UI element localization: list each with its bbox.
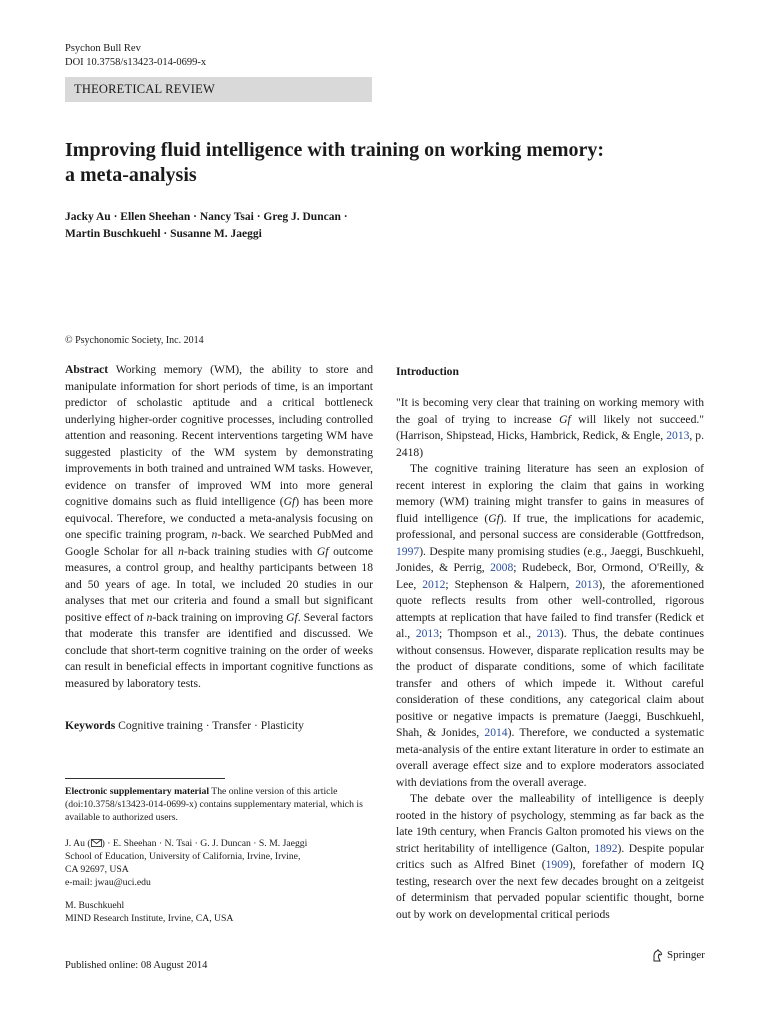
intro-gf: Gf xyxy=(488,511,500,525)
publisher-logo xyxy=(651,947,705,963)
springer-horse-icon xyxy=(651,949,664,962)
supplementary-note xyxy=(65,785,373,824)
abstract-text: . Several factors that moderate this transfer are identified and discussed. We conclude that short-term cognitive training on the order of weeks can result in beneficial effects in important cognitive functions as measured by laboratory tests. xyxy=(65,610,373,690)
abstract-text: -back training studies with xyxy=(183,544,317,558)
intro-text: ; Rudebeck, Bor, Ormond, O'Reilly, & Lee, xyxy=(396,561,704,591)
title-line-1: Improving fluid intelligence with training on working memory: xyxy=(65,139,605,161)
aff1-authors-pre: J. Au ( xyxy=(65,838,91,849)
intro-text: ), forefather of modern IQ testing, research over the next few decades brought on a zeitgeist of determinism that pervaded popular scientific thought, borne out by work on developmental critical periods xyxy=(396,858,705,921)
abstract-nback: n xyxy=(211,528,218,541)
intro-text: ). Despite popular critics such as Alfred Binet ( xyxy=(396,841,704,871)
citation-link[interactable]: 1909 xyxy=(545,858,569,871)
abstract xyxy=(65,362,373,692)
author-list xyxy=(65,209,705,243)
publisher-name: Springer xyxy=(667,949,705,961)
affiliation-2 xyxy=(65,899,373,925)
intro-text: , p. 2418) xyxy=(396,429,704,459)
intro-paragraph xyxy=(396,791,704,923)
aff1-address: CA 92697, USA xyxy=(65,864,129,875)
abstract-gf: Gf xyxy=(286,610,298,624)
intro-text: ). Thus, the debate continues without consensus. However, disparate replication results may be the product of disparate conditions, some of which facilitate transfer and others of which impede it. Without careful consideration of these conditions, any categorical claim about positive or negative impacts is premature (Jaeggi, Buschkuehl, Shah, & Jonides, xyxy=(396,627,704,739)
intro-text: ), the aforementioned quote reflects results from other well-controlled, rigorous attempts at replication that have failed to find transfer (Redick et al., xyxy=(396,577,704,640)
section-heading-introduction: Introduction xyxy=(396,365,459,378)
intro-text: The debate over the malleability of intelligence is deeply rooted in the history of psychology, stemming as far back as the late 19th century, when Francis Galton promoted his views on the strict heritability of intelligence (Galton, xyxy=(396,792,704,855)
citation-link[interactable]: 1997 xyxy=(396,544,420,558)
aff1-authors-post: ) · E. Sheehan · N. Tsai · G. J. Duncan · S. M. Jaeggi xyxy=(101,838,308,849)
copyright-notice: © Psychonomic Society, Inc. 2014 xyxy=(65,335,204,346)
keywords-text: Cognitive training · Transfer · Plasticity xyxy=(115,719,304,732)
journal-name: Psychon Bull Rev xyxy=(65,43,141,54)
abstract-gf: Gf xyxy=(316,544,329,558)
intro-text: will likely not succeed." (Harrison, Shipstead, Hicks, Hambrick, Redick, & Engle, xyxy=(396,412,705,442)
article-title xyxy=(65,138,705,188)
intro-gf: Gf xyxy=(559,412,571,426)
abstract-text: Working memory (WM), the ability to store and manipulate information for short periods of time, is an important predictor of scholastic aptitude and a critical bottleneck underlying higher-order cognitive processes, including controlled attention and reasoning. Recent interventions targeting WM have suggested plasticity of the WM system by demonstrating improvements in both trained and untrained WM tasks. However, evidence on transfer of improved WM into more general cognitive domains such as fluid intelligence ( xyxy=(65,363,373,508)
aff2-institution: MIND Research Institute, Irvine, CA, USA xyxy=(65,913,234,924)
envelope-icon[interactable] xyxy=(91,838,102,849)
citation-link[interactable]: 2012 xyxy=(422,577,446,591)
intro-text: "It is becoming very clear that training on working memory with the goal of trying to increase xyxy=(396,396,704,426)
abstract-label: Abstract xyxy=(65,363,109,376)
aff1-institution: School of Education, University of California, Irvine, Irvine, xyxy=(65,851,301,862)
abstract-text: ) has been more equivocal. Therefore, we conducted a meta-analysis focusing on one specific training program, xyxy=(65,495,373,541)
citation-link[interactable]: 1892 xyxy=(594,841,618,855)
article-doi: DOI 10.3758/s13423-014-0699-x xyxy=(65,57,207,68)
intro-text: ). Despite many promising studies (e.g., Jaeggi, Buschkuehl, Jonides, & Perrig, xyxy=(396,544,704,574)
authors-line-2: Martin Buschkuehl · Susanne M. Jaeggi xyxy=(65,228,262,240)
abstract-gf: Gf xyxy=(283,495,296,508)
aff2-author: M. Buschkuehl xyxy=(65,900,125,911)
abstract-text: -back training on improving xyxy=(152,610,287,624)
introduction-body xyxy=(396,395,704,923)
intro-text: ; Stephenson & Halpern, xyxy=(445,577,576,591)
citation-link[interactable]: 2014 xyxy=(484,726,508,739)
intro-paragraph xyxy=(396,461,704,791)
citation-link[interactable]: 2013 xyxy=(536,627,560,640)
intro-text: The cognitive training literature has seen an explosion of recent interest in exploring the claim that gains in working memory (WM) training might transfer to gains in measures of fluid intelligence ( xyxy=(396,462,704,525)
keywords xyxy=(65,718,373,734)
authors-line-1: Jacky Au · Ellen Sheehan · Nancy Tsai · Greg J. Duncan · xyxy=(65,211,348,223)
esm-label: Electronic supplementary material xyxy=(65,786,210,797)
title-line-2: a meta-analysis xyxy=(65,164,197,186)
esm-text: The online version of this article (doi:10.3758/s13423-014-0699-x) contains supplementary material, which is available to authorized users. xyxy=(65,786,363,823)
citation-link[interactable]: 2008 xyxy=(490,561,514,574)
citation-link[interactable]: 2013 xyxy=(575,577,599,591)
footnote-divider xyxy=(65,778,225,779)
section-banner: THEORETICAL REVIEW xyxy=(65,77,372,102)
intro-text: ; Thompson et al., xyxy=(439,627,537,640)
citation-link[interactable]: 2013 xyxy=(666,429,690,442)
intro-text: ). Therefore, we conducted a systematic meta-analysis of the entire extant literature in order to estimate an overall average effect size and to explore moderators associated with deviations from the overall average. xyxy=(396,726,705,789)
abstract-text: outcome measures, a control group, and healthy participants between 18 and 50 years of age. In total, we included 20 studies in our analyses that met our criteria and found a small but significant positive effect of xyxy=(65,544,374,624)
citation-link[interactable]: 2013 xyxy=(415,627,439,640)
aff1-email[interactable]: e-mail: jwau@uci.edu xyxy=(65,877,151,888)
abstract-text: -back. We searched PubMed and Google Scholar for all xyxy=(65,528,373,558)
affiliation-1 xyxy=(65,837,373,889)
abstract-nback: n xyxy=(178,544,184,558)
intro-text: ). If true, the implications for academic, professional, and personal success are considerable (Gottfredson, xyxy=(396,511,704,541)
abstract-nback: n xyxy=(146,610,153,624)
intro-quote xyxy=(396,395,704,461)
keywords-label: Keywords xyxy=(65,719,116,732)
published-date: Published online: 08 August 2014 xyxy=(65,960,208,971)
